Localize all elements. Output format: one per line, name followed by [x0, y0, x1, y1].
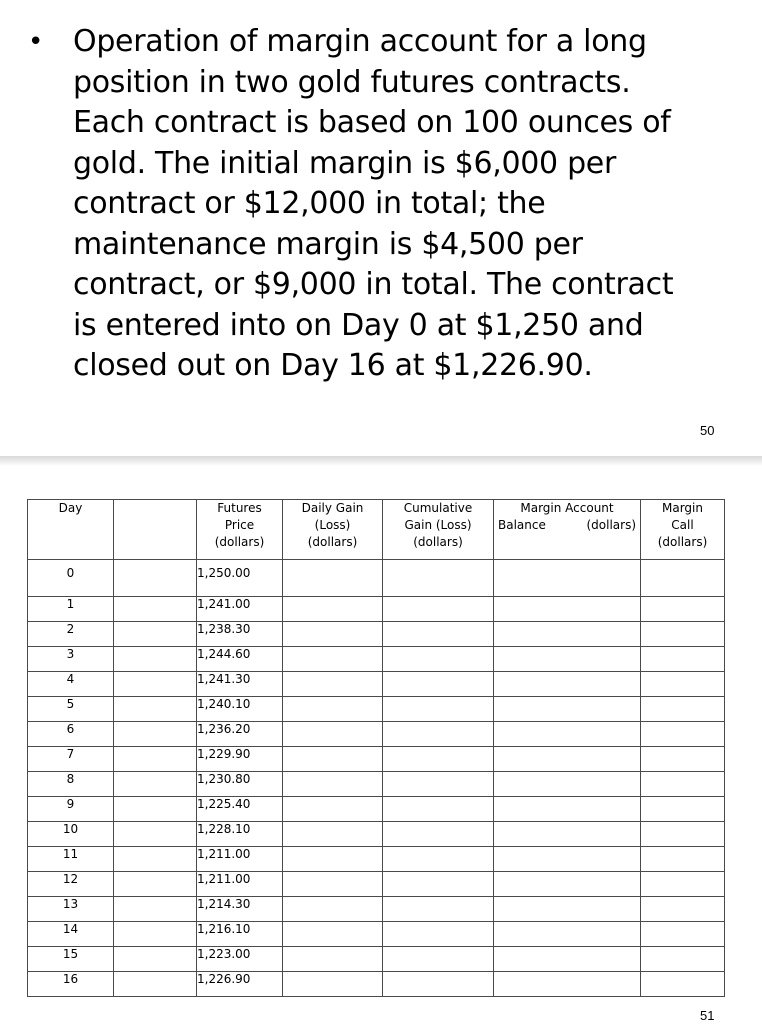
table-row	[28, 772, 725, 797]
futures-price-cell: 1,244.60	[197, 647, 283, 672]
margin-call-cell	[641, 922, 725, 947]
margin-balance-cell	[494, 772, 641, 797]
day-cell: 8	[28, 772, 114, 797]
header-margin-account-balance: Margin Account Balance (dollars)	[494, 500, 641, 560]
daily-gain-cell	[283, 872, 383, 897]
futures-price-cell: 1,230.80	[197, 772, 283, 797]
bullet-line: contract or $12,000 in total; the	[73, 186, 546, 221]
bullet-line: maintenance margin is $4,500 per	[73, 226, 583, 262]
bullet-line: contract, or $9,000 in total. The contract	[73, 267, 674, 302]
blank-cell	[114, 722, 197, 747]
cumulative-gain-cell	[383, 747, 494, 772]
daily-gain-cell	[283, 560, 383, 597]
margin-call-cell	[641, 697, 725, 722]
blank-cell	[114, 897, 197, 922]
table-row	[28, 872, 725, 897]
daily-gain-cell	[283, 722, 383, 747]
daily-gain-cell	[283, 747, 383, 772]
cumulative-gain-cell	[383, 822, 494, 847]
day-cell: 3	[28, 647, 114, 672]
margin-balance-cell	[494, 822, 641, 847]
header-futures-price: Futures Price (dollars)	[197, 500, 283, 560]
table-row	[28, 597, 725, 622]
page-number-bottom: 51	[700, 1008, 715, 1023]
futures-price-cell: 1,225.40	[197, 797, 283, 822]
cumulative-gain-cell	[383, 947, 494, 972]
slide-top	[0, 0, 762, 455]
day-cell: 4	[28, 672, 114, 697]
daily-gain-cell	[283, 847, 383, 872]
cumulative-gain-cell	[383, 847, 494, 872]
day-cell: 5	[28, 697, 114, 722]
header-daily-gain: Daily Gain (Loss) (dollars)	[283, 500, 383, 560]
blank-cell	[114, 647, 197, 672]
blank-cell	[114, 872, 197, 897]
blank-cell	[114, 672, 197, 697]
daily-gain-cell	[283, 972, 383, 997]
margin-call-cell	[641, 747, 725, 772]
blank-cell	[114, 922, 197, 947]
daily-gain-cell	[283, 922, 383, 947]
day-cell: 2	[28, 622, 114, 647]
margin-balance-cell	[494, 947, 641, 972]
day-cell: 9	[28, 797, 114, 822]
blank-cell	[114, 947, 197, 972]
margin-balance-cell	[494, 622, 641, 647]
daily-gain-cell	[283, 647, 383, 672]
table-row	[28, 747, 725, 772]
table-row	[28, 822, 725, 847]
daily-gain-cell	[283, 772, 383, 797]
margin-call-cell	[641, 972, 725, 997]
futures-price-cell: 1,228.10	[197, 822, 283, 847]
daily-gain-cell	[283, 897, 383, 922]
margin-balance-cell	[494, 897, 641, 922]
day-cell: 11	[28, 847, 114, 872]
cumulative-gain-cell	[383, 647, 494, 672]
table-row	[28, 972, 725, 997]
futures-price-cell: 1,211.00	[197, 872, 283, 897]
margin-balance-cell	[494, 847, 641, 872]
daily-gain-cell	[283, 622, 383, 647]
margin-balance-cell	[494, 560, 641, 597]
slide-divider	[0, 456, 762, 466]
margin-call-cell	[641, 872, 725, 897]
futures-price-cell: 1,238.30	[197, 622, 283, 647]
margin-call-cell	[641, 672, 725, 697]
futures-price-cell: 1,226.90	[197, 972, 283, 997]
table-row	[28, 947, 725, 972]
margin-call-cell	[641, 947, 725, 972]
margin-call-cell	[641, 822, 725, 847]
margin-call-cell	[641, 772, 725, 797]
table-row	[28, 560, 725, 597]
blank-cell	[114, 747, 197, 772]
daily-gain-cell	[283, 947, 383, 972]
futures-price-cell: 1,240.10	[197, 697, 283, 722]
blank-cell	[114, 622, 197, 647]
cumulative-gain-cell	[383, 672, 494, 697]
margin-balance-cell	[494, 747, 641, 772]
blank-cell	[114, 560, 197, 597]
futures-price-cell: 1,211.00	[197, 847, 283, 872]
futures-price-cell: 1,241.00	[197, 597, 283, 622]
day-cell: 12	[28, 872, 114, 897]
table-row	[28, 797, 725, 822]
margin-call-cell	[641, 722, 725, 747]
cumulative-gain-cell	[383, 797, 494, 822]
header-day: Day	[28, 500, 114, 560]
cumulative-gain-cell	[383, 697, 494, 722]
bullet-line: gold. The initial margin is $6,000 per	[73, 145, 616, 181]
margin-balance-cell	[494, 647, 641, 672]
daily-gain-cell	[283, 822, 383, 847]
table-row	[28, 622, 725, 647]
table-row	[28, 647, 725, 672]
header-blank	[114, 500, 197, 560]
day-cell: 13	[28, 897, 114, 922]
bullet-line: is entered into on Day 0 at $1,250 and	[73, 307, 644, 343]
cumulative-gain-cell	[383, 922, 494, 947]
margin-call-cell	[641, 797, 725, 822]
blank-cell	[114, 697, 197, 722]
margin-balance-cell	[494, 797, 641, 822]
day-cell: 15	[28, 947, 114, 972]
cumulative-gain-cell	[383, 597, 494, 622]
futures-price-cell: 1,216.10	[197, 922, 283, 947]
cumulative-gain-cell	[383, 872, 494, 897]
page-number-top: 50	[700, 423, 715, 438]
table-row	[28, 697, 725, 722]
blank-cell	[114, 822, 197, 847]
margin-balance-cell	[494, 722, 641, 747]
blank-cell	[114, 972, 197, 997]
table-row	[28, 922, 725, 947]
margin-call-cell	[641, 622, 725, 647]
day-cell: 16	[28, 972, 114, 997]
cumulative-gain-cell	[383, 722, 494, 747]
margin-balance-cell	[494, 872, 641, 897]
margin-balance-cell	[494, 972, 641, 997]
blank-cell	[114, 597, 197, 622]
day-cell: 10	[28, 822, 114, 847]
futures-price-cell: 1,241.30	[197, 672, 283, 697]
daily-gain-cell	[283, 597, 383, 622]
margin-call-cell	[641, 560, 725, 597]
day-cell: 14	[28, 922, 114, 947]
day-cell: 6	[28, 722, 114, 747]
cumulative-gain-cell	[383, 972, 494, 997]
margin-balance-cell	[494, 922, 641, 947]
bullet-text	[73, 22, 713, 387]
header-margin-call: Margin Call (dollars)	[641, 500, 725, 560]
bullet-line: Each contract is based on 100 ounces of	[73, 105, 671, 140]
blank-cell	[114, 847, 197, 872]
bullet-line: Operation of margin account for a long	[73, 24, 647, 59]
cumulative-gain-cell	[383, 897, 494, 922]
margin-balance-cell	[494, 697, 641, 722]
margin-call-cell	[641, 847, 725, 872]
cumulative-gain-cell	[383, 772, 494, 797]
daily-gain-cell	[283, 697, 383, 722]
blank-cell	[114, 797, 197, 822]
futures-price-cell: 1,214.30	[197, 897, 283, 922]
day-cell: 0	[28, 560, 114, 597]
margin-call-cell	[641, 897, 725, 922]
bullet-line: closed out on Day 16 at $1,226.90.	[73, 348, 593, 383]
header-cumulative-gain: Cumulative Gain (Loss) (dollars)	[383, 500, 494, 560]
margin-balance-cell	[494, 672, 641, 697]
cumulative-gain-cell	[383, 560, 494, 597]
daily-gain-cell	[283, 797, 383, 822]
margin-call-cell	[641, 647, 725, 672]
futures-price-cell: 1,223.00	[197, 947, 283, 972]
bullet-line: position in two gold futures contracts.	[73, 64, 631, 100]
futures-price-cell: 1,236.20	[197, 722, 283, 747]
cumulative-gain-cell	[383, 622, 494, 647]
day-cell: 1	[28, 597, 114, 622]
bullet-icon: •	[28, 27, 44, 57]
day-cell: 7	[28, 747, 114, 772]
futures-price-cell: 1,250.00	[197, 560, 283, 597]
table-row	[28, 672, 725, 697]
table-row	[28, 897, 725, 922]
futures-price-cell: 1,229.90	[197, 747, 283, 772]
margin-balance-cell	[494, 597, 641, 622]
margin-account-table	[27, 499, 725, 997]
margin-call-cell	[641, 597, 725, 622]
table-row	[28, 722, 725, 747]
blank-cell	[114, 772, 197, 797]
daily-gain-cell	[283, 672, 383, 697]
table-header-row	[28, 500, 725, 560]
table-row	[28, 847, 725, 872]
